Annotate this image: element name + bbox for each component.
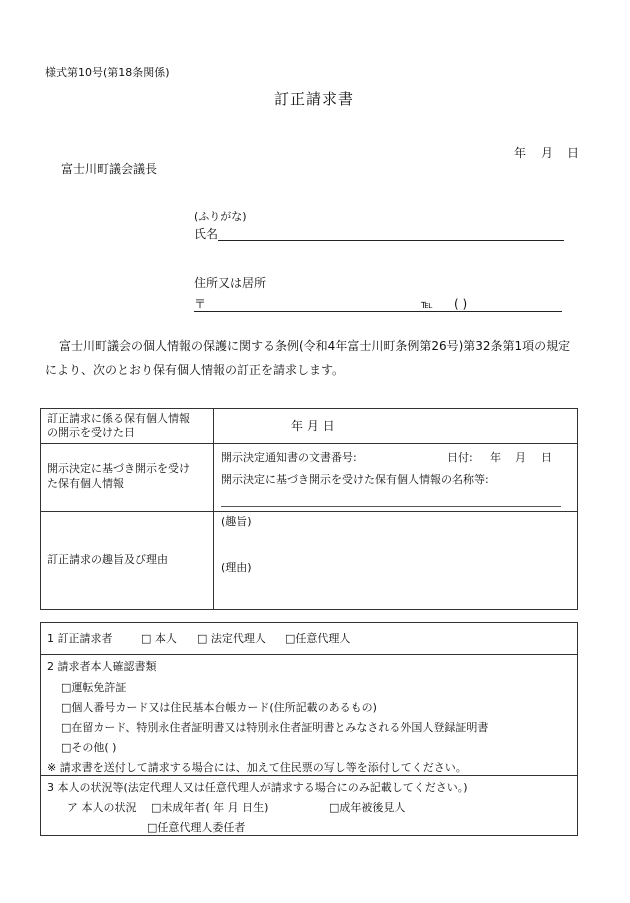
request-text-line1: 富士川町議会の個人情報の保護に関する条例(令和4年富士川町条例第26号)第32条第1項の規定 <box>59 339 571 353</box>
form-number: 様式第10号(第18条関係) <box>45 66 170 79</box>
requester-type-label: 1 訂正請求者 <box>47 632 113 645</box>
id-documents-label: 2 請求者本人確認書類 <box>47 660 157 673</box>
mailing-note: ※ 請求書を送付して請求する場合には、加えて住民票の写し等を添付してください。 <box>47 761 467 774</box>
name-field-line[interactable] <box>218 240 564 241</box>
disclosed-info-name-line[interactable] <box>221 506 561 507</box>
notice-date-day: 日 <box>541 451 552 464</box>
disclosure-info-table <box>40 408 578 610</box>
checkbox-drivers-license[interactable]: □運転免許証 <box>61 681 127 694</box>
checkbox-self[interactable]: □ 本人 <box>141 632 177 645</box>
request-text-line2: により、次のとおり保有個人情報の訂正を請求します。 <box>45 363 345 377</box>
disclosure-date-label-1: 訂正請求に係る保有個人情報 <box>47 412 190 425</box>
date-month: 月 <box>541 146 554 160</box>
furigana-label: (ふりがな) <box>194 210 247 223</box>
principal-status-label: 3 本人の状況等(法定代理人又は任意代理人が請求する場合にのみ記載してください。) <box>47 781 468 794</box>
checkbox-adult-ward[interactable]: □成年被後見人 <box>329 801 406 814</box>
address-field-line[interactable] <box>194 311 562 312</box>
reason-label: (理由) <box>221 561 252 574</box>
address-label: 住所又は居所 <box>194 276 267 290</box>
name-label: 氏名 <box>194 227 219 241</box>
doc-number-label: 開示決定通知書の文書番号: <box>221 451 357 464</box>
notice-date-label: 日付: <box>447 451 473 464</box>
addressee: 富士川町議会議長 <box>61 162 158 176</box>
disclosure-date-value[interactable]: 年 月 日 <box>291 419 335 433</box>
page-title: 訂正請求書 <box>274 90 355 108</box>
checkbox-legal-agent[interactable]: □ 法定代理人 <box>197 632 266 645</box>
row-divider <box>41 443 577 444</box>
disclosed-info-label-2: た保有個人情報 <box>47 477 124 490</box>
column-divider <box>213 409 214 609</box>
date-day: 日 <box>567 146 580 160</box>
row-divider <box>41 775 577 776</box>
purpose-label: (趣旨) <box>221 515 252 528</box>
notice-date-month: 月 <box>515 451 526 464</box>
checkbox-other-document[interactable]: □その他( ) <box>61 741 117 754</box>
postal-mark: 〒 <box>194 297 207 311</box>
disclosed-info-label-1: 開示決定に基づき開示を受け <box>47 462 190 475</box>
date-year: 年 <box>514 146 527 160</box>
checkbox-delegator[interactable]: □任意代理人委任者 <box>147 821 246 834</box>
principal-status-sub-label: ア 本人の状況 <box>67 801 137 814</box>
tel-label: ℡ <box>421 298 433 311</box>
row-divider <box>41 654 577 655</box>
requester-info-table <box>40 622 578 836</box>
row-divider <box>41 511 577 512</box>
disclosed-info-name-label: 開示決定に基づき開示を受けた保有個人情報の名称等: <box>221 473 489 486</box>
checkbox-minor[interactable]: □未成年者( 年 月 日生) <box>151 801 269 814</box>
checkbox-residence-card[interactable]: □在留カード、特別永住者証明書又は特別永住者証明書とみなされる外国人登録証明書 <box>61 721 489 734</box>
tel-parens: ( ) <box>454 297 468 311</box>
correction-purpose-reason-label: 訂正請求の趣旨及び理由 <box>47 553 168 566</box>
checkbox-my-number-card[interactable]: □個人番号カード又は住民基本台帳カード(住所記載のあるもの) <box>61 701 377 714</box>
notice-date-year: 年 <box>490 451 501 464</box>
checkbox-voluntary-agent[interactable]: □任意代理人 <box>285 632 351 645</box>
disclosure-date-label-2: の開示を受けた日 <box>47 426 135 439</box>
